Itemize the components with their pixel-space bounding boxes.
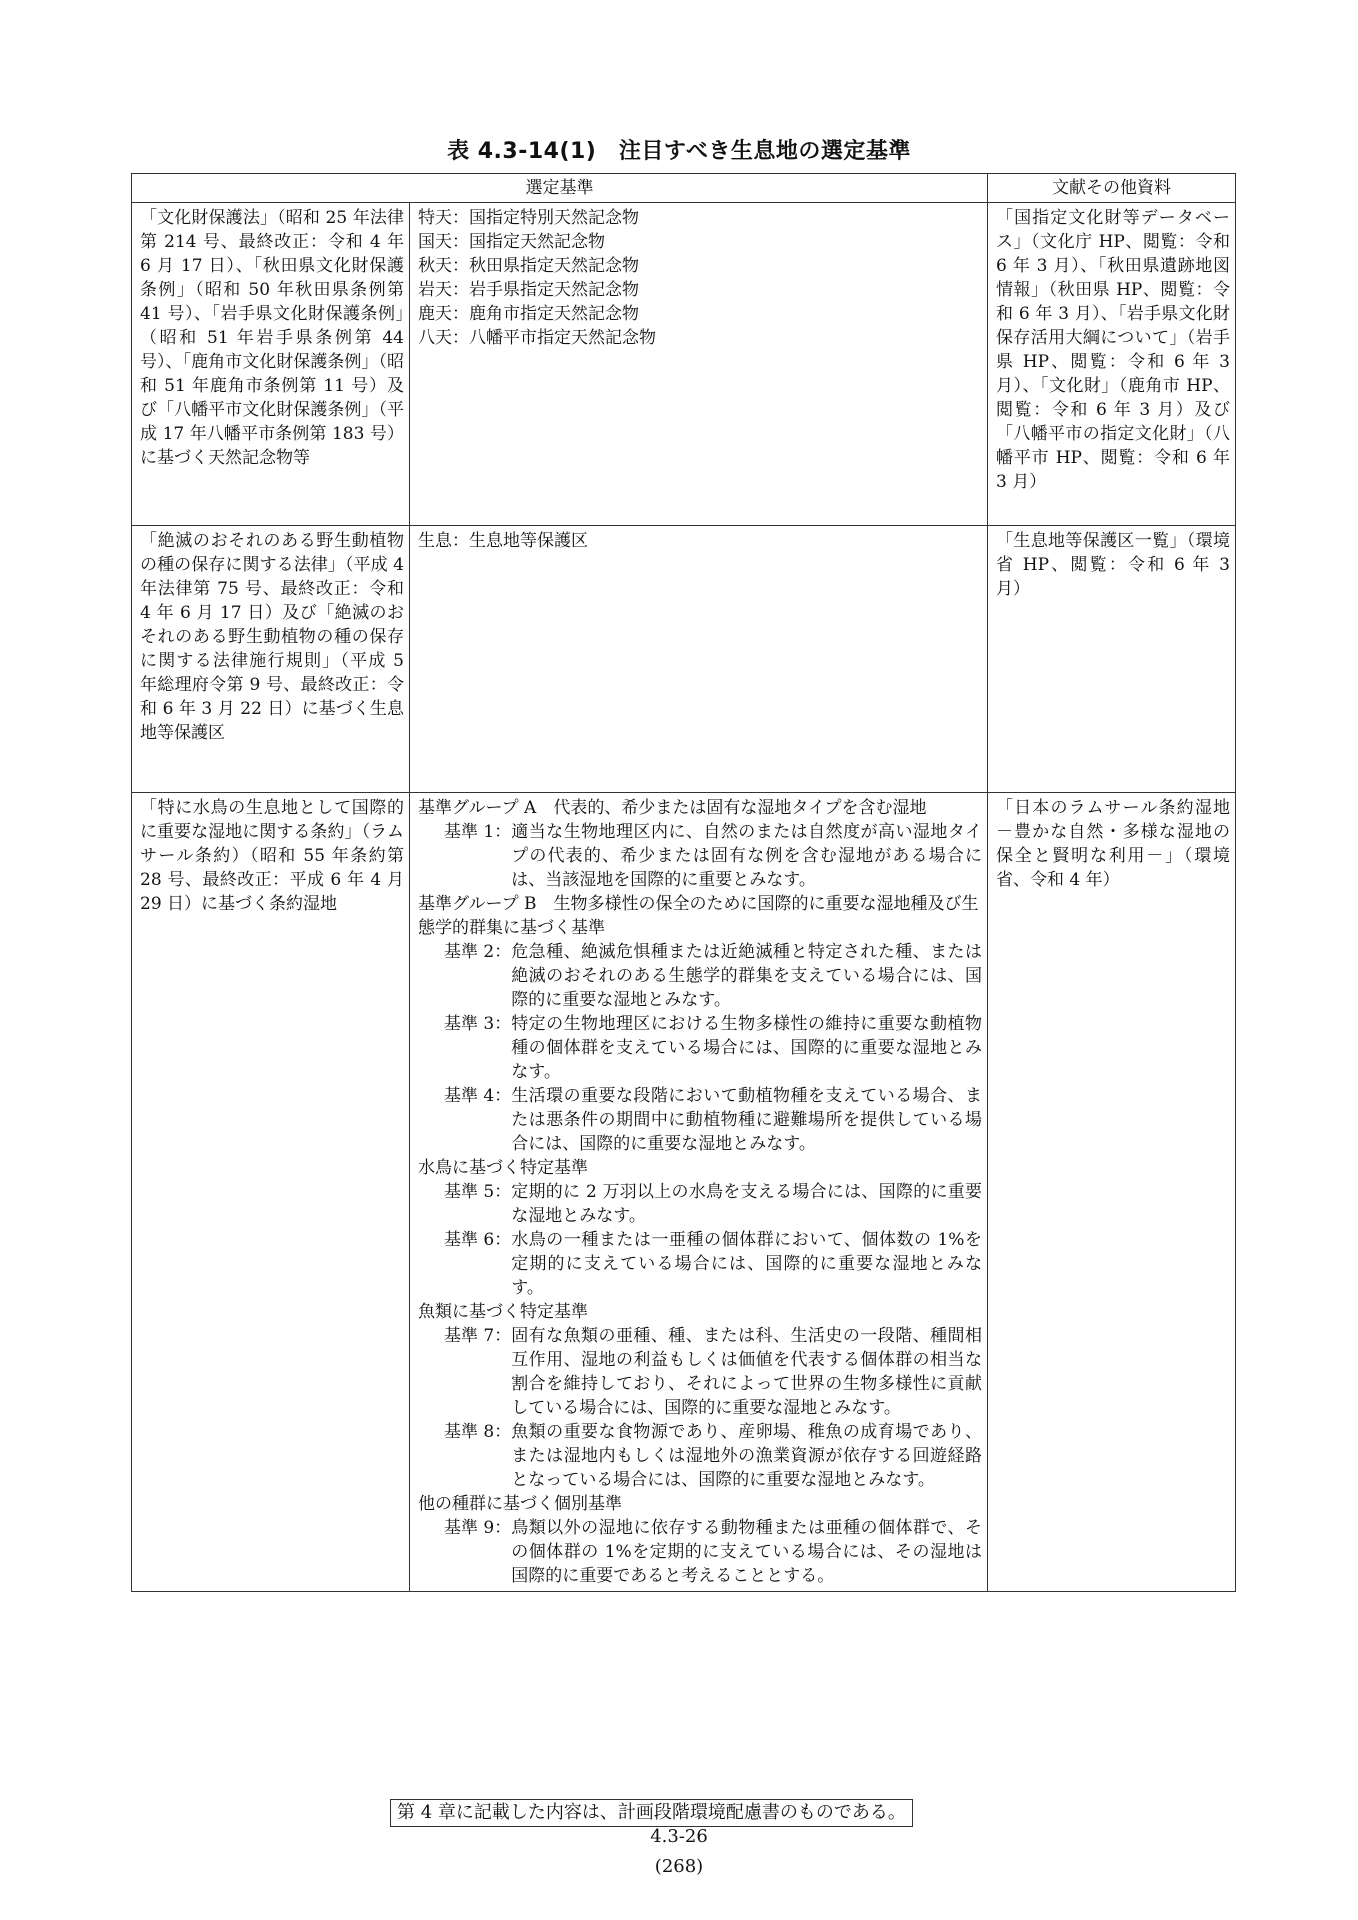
table-row xyxy=(132,203,1236,526)
criteria-table xyxy=(131,173,1236,1592)
criteria-line: 八天：八幡平市指定天然記念物 xyxy=(418,328,656,348)
page-title: 表 4.3-14(1) 注目すべき生息地の選定基準 xyxy=(447,139,911,164)
criteria-line: 特天：国指定特別天然記念物 xyxy=(418,208,639,228)
criterion-item xyxy=(418,1180,982,1228)
law-cell: 「絶滅のおそれのある野生動植物の種の保存に関する法律」（平成 4 年法律第 75 号、最終改正：令和 4 年 6 月 17 日）及び「絶滅のおそれのある野生動植物の種の保存に関する法律施行規則」（平成 5 年総理府令第 9 号、最終改正：令和 6 年 3 月 22 日）に基づく生息地等保護区 xyxy=(132,526,410,793)
table-row xyxy=(132,526,1236,793)
criterion-item xyxy=(418,940,982,1012)
criteria-group-heading: 基準グループ A 代表的、希少または固有な湿地タイプを含む湿地 xyxy=(418,798,927,818)
criterion-item xyxy=(418,1012,982,1084)
criterion-label: 基準 8： xyxy=(444,1422,512,1442)
criteria-line: 秋天：秋田県指定天然記念物 xyxy=(418,256,639,276)
law-cell: 「特に水鳥の生息地として国際的に重要な湿地に関する条約」（ラムサール条約）（昭和 55 年条約第 28 号、最終改正：平成 6 年 4 月 29 日）に基づく条約湿地 xyxy=(132,793,410,1592)
criteria-group-heading: 水鳥に基づく特定基準 xyxy=(418,1158,588,1178)
criterion-label: 基準 3： xyxy=(444,1014,512,1034)
criterion-text: 特定の生物地理区における生物多様性の維持に重要な動植物種の個体群を支えている場合には、国際的に重要な湿地とみなす。 xyxy=(511,1014,982,1082)
criteria-group-heading: 魚類に基づく特定基準 xyxy=(418,1302,588,1322)
header-criteria: 選定基準 xyxy=(132,174,988,203)
criteria-group-heading: 他の種群に基づく個別基準 xyxy=(418,1494,622,1514)
table-row xyxy=(132,793,1236,1592)
criteria-cell xyxy=(410,203,988,526)
criterion-text: 危急種、絶滅危惧種または近絶滅種と特定された種、または絶滅のおそれのある生態学的群集を支えている場合には、国際的に重要な湿地とみなす。 xyxy=(511,942,982,1010)
page-number: 4.3-26 xyxy=(650,1826,708,1847)
criteria-line: 岩天：岩手県指定天然記念物 xyxy=(418,280,639,300)
criterion-label: 基準 6： xyxy=(444,1230,512,1250)
criterion-item xyxy=(418,1228,982,1300)
reference-cell: 「日本のラムサール条約湿地－豊かな自然・多様な湿地の保全と賢明な利用－」（環境省、令和 4 年） xyxy=(988,793,1236,1592)
criterion-item xyxy=(418,820,982,892)
table-header-row xyxy=(132,174,1236,203)
criteria-cell xyxy=(410,793,988,1592)
criterion-label: 基準 4： xyxy=(444,1086,512,1106)
criterion-label: 基準 7： xyxy=(444,1326,512,1346)
header-references: 文献その他資料 xyxy=(988,174,1236,203)
criteria-cell xyxy=(410,526,988,793)
criterion-label: 基準 1： xyxy=(444,822,512,842)
criterion-item xyxy=(418,1420,982,1492)
criterion-item xyxy=(418,1324,982,1420)
criterion-label: 基準 9： xyxy=(444,1518,512,1538)
page-number-sub: (268) xyxy=(654,1856,704,1877)
criterion-label: 基準 2： xyxy=(444,942,512,962)
criteria-line: 国天：国指定天然記念物 xyxy=(418,232,605,252)
reference-cell: 「生息地等保護区一覧」（環境省 HP、閲覧：令和 6 年 3 月） xyxy=(988,526,1236,793)
criteria-line: 鹿天：鹿角市指定天然記念物 xyxy=(418,304,639,324)
criterion-text: 鳥類以外の湿地に依存する動物種または亜種の個体群で、その個体群の 1%を定期的に支えている場合には、その湿地は国際的に重要であると考えることとする。 xyxy=(511,1518,982,1586)
criterion-text: 水鳥の一種または一亜種の個体群において、個体数の 1%を定期的に支えている場合には、国際的に重要な湿地とみなす。 xyxy=(511,1230,982,1298)
reference-cell: 「国指定文化財等データベース」（文化庁 HP、閲覧：令和 6 年 3 月）、「秋田県遺跡地図情報」（秋田県 HP、閲覧：令和 6 年 3 月）、「岩手県文化財保存活用大綱について」（岩手県 HP、閲覧：令和 6 年 3 月）、「文化財」（鹿角市 HP、閲覧：令和 6 年 3 月）及び「八幡平市の指定文化財」（八幡平市 HP、閲覧：令和 6 年 3 月） xyxy=(988,203,1236,526)
criteria-line: 生息：生息地等保護区 xyxy=(418,531,588,551)
criterion-text: 適当な生物地理区内に、自然のまたは自然度が高い湿地タイプの代表的、希少または固有な例を含む湿地がある場合には、当該湿地を国際的に重要とみなす。 xyxy=(511,822,982,890)
criterion-item xyxy=(418,1084,982,1156)
criteria-group-heading: 基準グループ B 生物多様性の保全のために国際的に重要な湿地種及び生態学的群集に基づく基準 xyxy=(418,894,979,938)
criterion-item xyxy=(418,1516,982,1588)
criterion-text: 定期的に 2 万羽以上の水鳥を支える場合には、国際的に重要な湿地とみなす。 xyxy=(511,1182,982,1226)
footer-note: 第 4 章に記載した内容は、計画段階環境配慮書のものである。 xyxy=(390,1799,913,1827)
law-cell: 「文化財保護法」（昭和 25 年法律第 214 号、最終改正：令和 4 年 6 月 17 日）、「秋田県文化財保護条例」（昭和 50 年秋田県条例第 41 号）、「岩手県文化財保護条例」（昭和 51 年岩手県条例第 44 号）、「鹿角市文化財保護条例」（昭和 51 年鹿角市条例第 11 号）及び「八幡平市文化財保護条例」（平成 17 年八幡平市条例第 183 号）に基づく天然記念物等 xyxy=(132,203,410,526)
criterion-text: 固有な魚類の亜種、種、または科、生活史の一段階、種間相互作用、湿地の利益もしくは価値を代表する個体群の相当な割合を維持しており、それによって世界の生物多様性に貢献している場合には、国際的に重要な湿地とみなす。 xyxy=(511,1326,982,1418)
criterion-text: 生活環の重要な段階において動植物種を支えている場合、または悪条件の期間中に動植物種に避難場所を提供している場合には、国際的に重要な湿地とみなす。 xyxy=(511,1086,982,1154)
criterion-text: 魚類の重要な食物源であり、産卵場、稚魚の成育場であり、または湿地内もしくは湿地外の漁業資源が依存する回遊経路となっている場合には、国際的に重要な湿地とみなす。 xyxy=(511,1422,982,1490)
criterion-label: 基準 5： xyxy=(444,1182,512,1202)
